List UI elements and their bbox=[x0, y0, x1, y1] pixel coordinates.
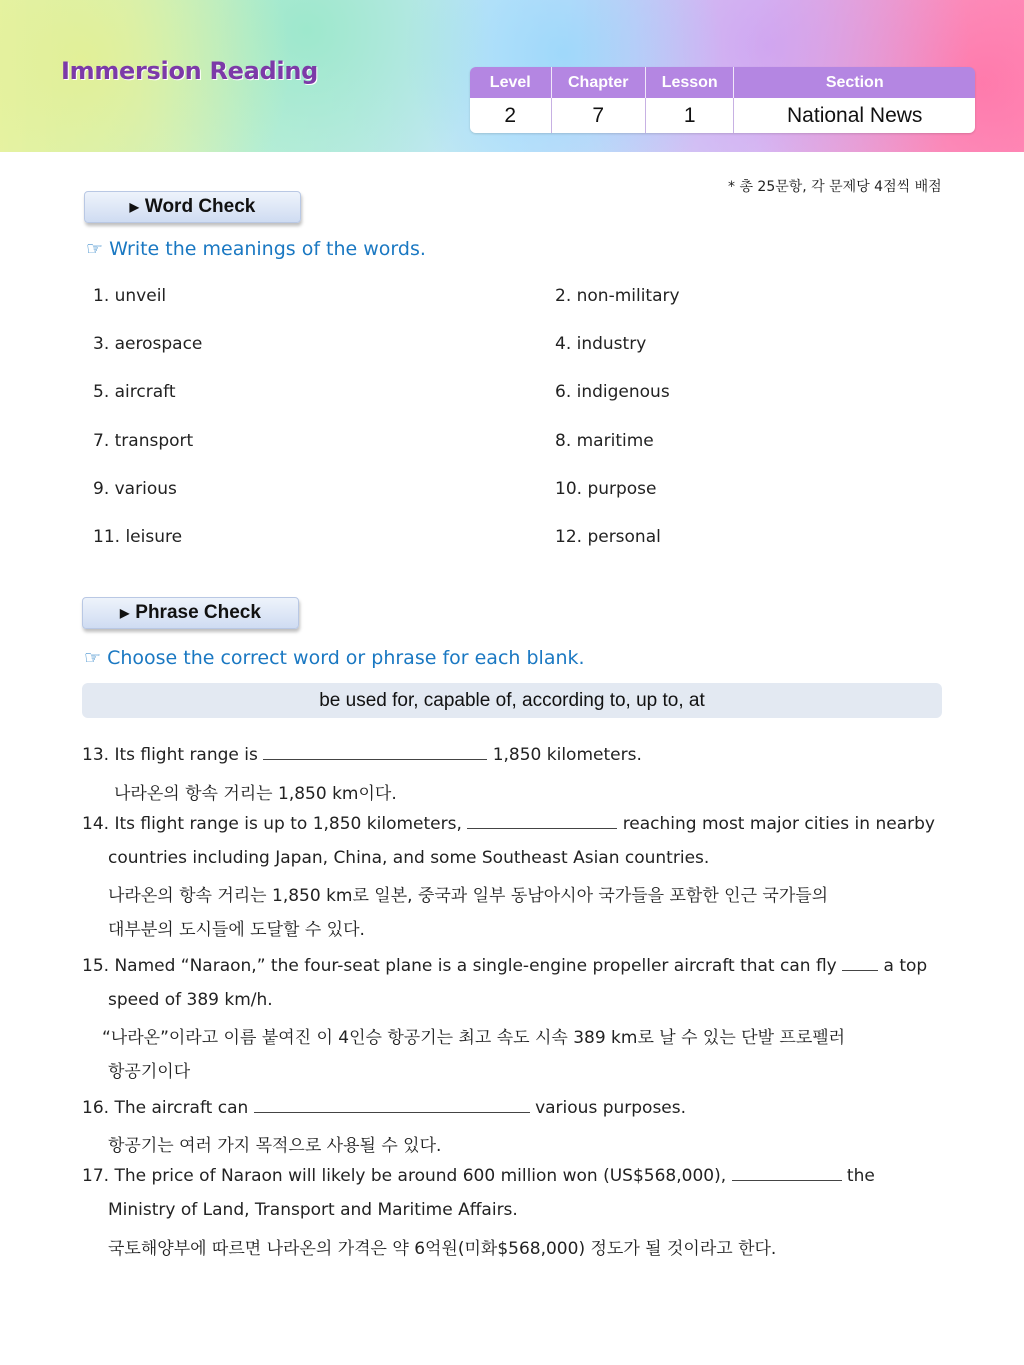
question-text: 17. The price of Naraon will likely be around 600 million won (US$568,000), bbox=[82, 1166, 727, 1186]
lesson-value: 1 bbox=[646, 98, 734, 133]
word-item: 9. various bbox=[93, 479, 177, 499]
question-14-translation: 나라온의 항속 거리는 1,850 km로 일본, 중국과 일부 동남아시아 국가들을 포함한 인근 국가들의 bbox=[108, 886, 829, 906]
word-item: 5. aircraft bbox=[93, 382, 176, 402]
question-text: the bbox=[846, 1166, 875, 1186]
word-check-button bbox=[84, 191, 301, 223]
question-text: 14. Its flight range is up to 1,850 kilometers, bbox=[82, 814, 462, 834]
word-item: 2. non-military bbox=[555, 286, 680, 306]
chapter-header: Chapter bbox=[552, 67, 646, 98]
question-text: reaching most major cities in nearby bbox=[622, 814, 935, 834]
section-value: National News bbox=[787, 103, 923, 127]
answer-blank[interactable] bbox=[467, 814, 617, 829]
question-text: 1,850 kilometers. bbox=[492, 745, 642, 765]
phrase-options-text: be used for, capable of, according to, up to, at bbox=[319, 689, 705, 711]
question-14-continued: countries including Japan, China, and some Southeast Asian countries. bbox=[108, 848, 710, 868]
question-17-continued: Ministry of Land, Transport and Maritime Affairs. bbox=[108, 1200, 518, 1220]
question-17 bbox=[82, 1166, 875, 1186]
triangle-icon: ▶ bbox=[129, 200, 139, 214]
question-14 bbox=[82, 814, 935, 834]
question-text: 13. Its flight range is bbox=[82, 745, 258, 765]
brand-title: Immersion Reading bbox=[61, 57, 319, 85]
lesson-info-header-row bbox=[470, 67, 975, 98]
word-item: 3. aerospace bbox=[93, 334, 203, 354]
question-13-translation: 나라온의 항속 거리는 1,850 km이다. bbox=[114, 784, 397, 804]
level-header: Level bbox=[470, 67, 552, 98]
question-15-translation: 항공기이다 bbox=[108, 1062, 191, 1082]
lesson-info-value-row bbox=[470, 98, 975, 133]
question-text: a top bbox=[883, 956, 928, 976]
section-header: Section bbox=[825, 73, 884, 91]
question-16-translation: 항공기는 여러 가지 목적으로 사용될 수 있다. bbox=[108, 1136, 442, 1156]
lesson-info-table bbox=[470, 67, 975, 133]
question-text: 15. Named “Naraon,” the four-seat plane is a single-engine propeller aircraft that can fly bbox=[82, 956, 837, 976]
word-item: 1. unveil bbox=[93, 286, 167, 306]
question-15-continued: speed of 389 km/h. bbox=[108, 990, 273, 1010]
word-item: 6. indigenous bbox=[555, 382, 670, 402]
question-text: various purposes. bbox=[535, 1098, 687, 1118]
word-item: 8. maritime bbox=[555, 431, 654, 451]
word-check-instruction: ☞ Write the meanings of the words. bbox=[86, 238, 426, 260]
word-item: 12. personal bbox=[555, 527, 661, 547]
word-item: 7. transport bbox=[93, 431, 194, 451]
answer-blank[interactable] bbox=[263, 745, 487, 760]
answer-blank[interactable] bbox=[254, 1098, 530, 1113]
triangle-icon: ▶ bbox=[120, 606, 130, 620]
phrase-options-box bbox=[82, 683, 942, 718]
level-value: 2 bbox=[470, 98, 552, 133]
word-item: 10. purpose bbox=[555, 479, 657, 499]
word-item: 4. industry bbox=[555, 334, 647, 354]
phrase-check-instruction: ☞ Choose the correct word or phrase for each blank. bbox=[84, 647, 585, 669]
question-14-translation: 대부분의 도시들에 도달할 수 있다. bbox=[108, 920, 365, 940]
lesson-header: Lesson bbox=[646, 67, 734, 98]
chapter-value: 7 bbox=[552, 98, 646, 133]
question-text: 16. The aircraft can bbox=[82, 1098, 249, 1118]
question-13 bbox=[82, 745, 642, 765]
word-check-label: Word Check bbox=[144, 196, 256, 217]
word-item: 11. leisure bbox=[93, 527, 183, 547]
phrase-check-label: Phrase Check bbox=[135, 602, 261, 623]
question-15-translation: “나라온”이라고 이름 붙여진 이 4인승 항공기는 최고 속도 시속 389 km로 날 수 있는 단발 프로펠러 bbox=[102, 1028, 846, 1048]
question-17-translation: 국토해양부에 따르면 나라온의 가격은 약 6억원(미화$568,000) 정도가 될 것이라고 한다. bbox=[108, 1239, 777, 1259]
answer-blank[interactable] bbox=[842, 956, 878, 971]
header-banner bbox=[0, 0, 1024, 152]
question-16 bbox=[82, 1098, 686, 1118]
answer-blank[interactable] bbox=[732, 1166, 842, 1181]
question-15 bbox=[82, 956, 927, 976]
phrase-check-button bbox=[82, 597, 299, 629]
scoring-note: * 총 25문항, 각 문제당 4점씩 배점 bbox=[728, 179, 942, 195]
